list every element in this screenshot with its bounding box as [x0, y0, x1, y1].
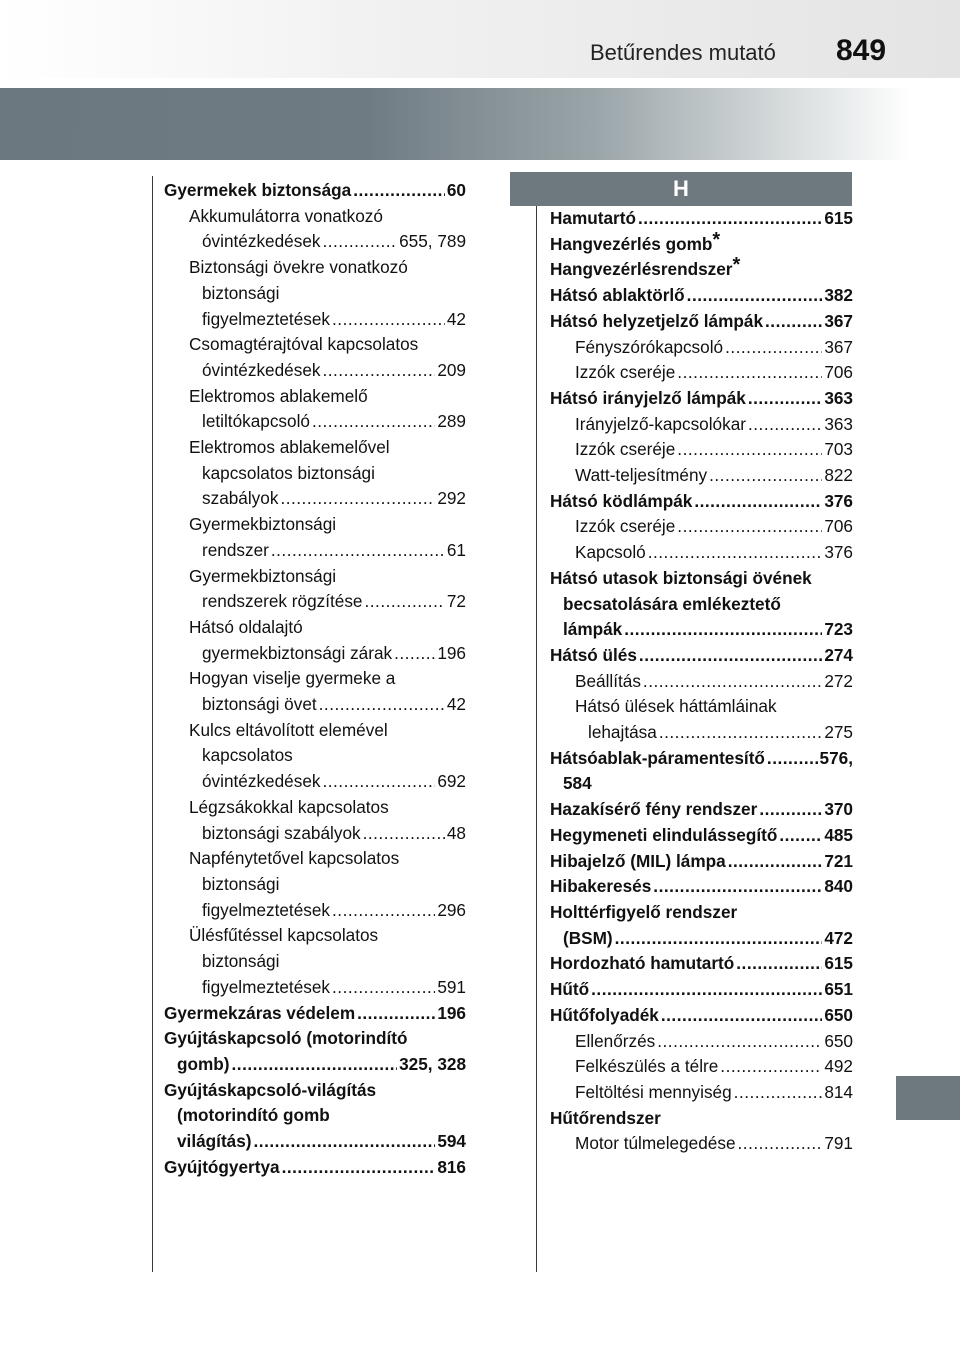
entry-term: szabályok — [202, 488, 279, 509]
leader-dots — [659, 720, 823, 746]
header-title: Betűrendes mutató — [590, 40, 776, 65]
entry-line — [550, 849, 853, 875]
entry-term: Hűtőfolyadék — [550, 1004, 659, 1025]
entry-term: Gyermekzáras védelem — [164, 1002, 356, 1023]
leader-dots — [709, 463, 822, 489]
entry-line — [189, 589, 466, 615]
page-reference: 650 — [824, 1004, 853, 1025]
leader-dots — [312, 409, 435, 435]
index-column-right — [550, 206, 853, 1157]
page-reference: 485 — [824, 824, 853, 845]
index-entry — [575, 437, 853, 463]
entry-line — [575, 540, 853, 566]
leader-dots — [677, 437, 822, 463]
entry-term: Hibajelző (MIL) lámpa — [550, 850, 726, 871]
entry-term: biztonsági övet — [202, 694, 317, 715]
page-reference: 382 — [824, 285, 853, 306]
leader-dots — [687, 283, 823, 309]
entry-line — [575, 669, 853, 695]
entry-term: Hátsóablak-páramentesítő — [550, 747, 765, 768]
entry-term: Ellenőrzés — [575, 1030, 656, 1051]
entry-line — [550, 977, 853, 1003]
entry-term: Motor túlmelegedése — [575, 1133, 736, 1154]
leader-dots — [738, 1131, 823, 1157]
entry-text-line: Hátsó ülések háttámláinak — [575, 696, 777, 717]
leader-dots — [332, 307, 445, 333]
page-reference: 655, 789 — [399, 231, 466, 252]
entry-term: Hűtő — [550, 979, 590, 1000]
page-reference: 72 — [446, 591, 466, 612]
leader-dots — [694, 489, 822, 515]
page-reference: 209 — [437, 359, 466, 380]
entry-term: Izzók cseréje — [575, 362, 676, 383]
index-entry — [189, 615, 466, 666]
index-entry — [550, 874, 853, 900]
entry-line — [189, 769, 466, 795]
page-reference: 576, — [819, 747, 853, 768]
entry-term: Watt-teljesítmény — [575, 465, 708, 486]
leader-dots — [725, 335, 822, 361]
decorative-gradient-band — [0, 88, 960, 160]
entry-line — [550, 874, 853, 900]
entry-term: Kapcsoló — [575, 542, 646, 563]
entry-text-line: Biztonsági övekre vonatkozó — [189, 257, 408, 278]
entry-term: lehajtása — [588, 722, 657, 743]
index-entry — [189, 204, 466, 255]
entry-line — [189, 229, 466, 255]
entry-text-line: Napfénytetővel kapcsolatos — [189, 848, 400, 869]
page-reference: 363 — [824, 413, 853, 434]
index-entry — [550, 228, 853, 258]
entry-line — [575, 335, 853, 361]
leader-dots — [280, 486, 435, 512]
entry-text-line: (motorindító gomb — [177, 1105, 330, 1126]
index-entry — [164, 1001, 466, 1027]
entry-term: gyermekbiztonsági zárak — [202, 642, 393, 663]
index-entry — [575, 694, 853, 745]
leader-dots — [734, 1080, 823, 1106]
entry-line — [164, 1052, 466, 1078]
page-reference: 272 — [824, 670, 853, 691]
entry-line — [164, 178, 466, 204]
index-entry — [550, 254, 853, 283]
page-reference: 723 — [824, 619, 853, 640]
entry-line — [575, 1054, 853, 1080]
leader-dots — [357, 1001, 435, 1027]
page-reference-continued: 584 — [563, 773, 592, 794]
page-reference: 791 — [824, 1133, 853, 1154]
entry-text-line: Elektromos ablakemelő — [189, 385, 368, 406]
entry-term: óvintézkedések — [202, 771, 321, 792]
index-entry — [189, 435, 466, 512]
page-reference: 840 — [824, 876, 853, 897]
entry-text-line: kapcsolatos — [202, 745, 293, 766]
entry-line — [575, 1131, 853, 1157]
leader-dots — [736, 951, 822, 977]
index-entry — [550, 1003, 853, 1029]
leader-dots — [282, 1155, 436, 1181]
entry-text-line: Holttérfigyelő rendszer — [550, 901, 738, 922]
index-entry — [550, 283, 853, 309]
leader-dots — [254, 1129, 436, 1155]
entry-term: Hátsó irányjelző lámpák — [550, 387, 746, 408]
page-reference: 650 — [824, 1030, 853, 1051]
entry-term: Beállítás — [575, 670, 641, 691]
footnote-star: * — [732, 254, 741, 277]
page-reference: 376 — [824, 490, 853, 511]
entry-line — [550, 1003, 853, 1029]
index-entry — [550, 977, 853, 1003]
page-reference: 822 — [824, 465, 853, 486]
entry-line — [164, 1155, 466, 1181]
entry-term: Feltöltési mennyiség — [575, 1081, 732, 1102]
index-entry — [575, 360, 853, 386]
entry-term: Felkészülés a télre — [575, 1056, 719, 1077]
leader-dots — [648, 540, 823, 566]
index-entry — [189, 512, 466, 563]
entry-text-line: biztonsági — [202, 873, 280, 894]
entry-text-line: Légzsákokkal kapcsolatos — [189, 796, 389, 817]
chapter-thumb-tab — [896, 1076, 960, 1120]
index-entry — [550, 823, 853, 849]
entry-line — [575, 720, 853, 746]
entry-term: Irányjelző-kapcsolókar — [575, 413, 746, 434]
entry-term: Izzók cseréje — [575, 439, 676, 460]
leader-dots — [232, 1052, 398, 1078]
index-entry — [575, 1054, 853, 1080]
page-reference: 274 — [824, 644, 853, 665]
page-reference: 651 — [824, 979, 853, 1000]
entry-line — [575, 360, 853, 386]
entry-line — [189, 486, 466, 512]
leader-dots — [615, 926, 823, 952]
entry-line — [189, 692, 466, 718]
entry-text-line: Kulcs eltávolított elemével — [189, 719, 388, 740]
index-entry — [550, 900, 853, 951]
leader-dots — [653, 874, 822, 900]
index-entry — [575, 1029, 853, 1055]
page-reference: 703 — [824, 439, 853, 460]
entry-line — [550, 951, 853, 977]
entry-text-line: Gyújtáskapcsoló-világítás — [164, 1079, 377, 1100]
entry-text-line: Gyújtáskapcsoló (motorindító — [164, 1028, 408, 1049]
index-entry — [550, 309, 853, 335]
entry-line — [189, 538, 466, 564]
page-reference: 492 — [824, 1056, 853, 1077]
entry-text-line: Gyermekbiztonsági — [189, 514, 337, 535]
entry-text-line: biztonsági — [202, 951, 280, 972]
index-entry — [189, 384, 466, 435]
entry-line — [189, 641, 466, 667]
index-entry — [189, 564, 466, 615]
page-reference: 472 — [824, 927, 853, 948]
page-reference: 367 — [824, 310, 853, 331]
entry-line — [164, 1129, 466, 1155]
index-entry — [575, 669, 853, 695]
entry-term: Hamutartó — [550, 208, 636, 228]
header-bar — [0, 0, 960, 78]
entry-term: Hűtőrendszer — [550, 1107, 661, 1128]
entry-line — [189, 358, 466, 384]
page-reference: 48 — [446, 822, 466, 843]
entry-text-line: Hogyan viselje gyermeke a — [189, 668, 396, 689]
page-reference: 296 — [437, 899, 466, 920]
index-entry — [575, 412, 853, 438]
entry-text-line: Elektromos ablakemelővel — [189, 437, 390, 458]
entry-line — [189, 307, 466, 333]
page-reference: 289 — [437, 411, 466, 432]
entry-term: Hordozható hamutartó — [550, 953, 735, 974]
index-entry — [550, 566, 853, 643]
page-reference: 42 — [446, 694, 466, 715]
leader-dots — [332, 975, 435, 1001]
leader-dots — [720, 1054, 822, 1080]
entry-line — [550, 1106, 853, 1132]
page-reference: 60 — [446, 180, 466, 200]
leader-dots — [353, 178, 445, 204]
index-entry — [189, 255, 466, 332]
leader-dots — [639, 643, 822, 669]
page-reference: 367 — [824, 336, 853, 357]
page-reference: 594 — [437, 1131, 466, 1152]
index-entry — [550, 746, 853, 797]
entry-term: gomb) — [177, 1053, 230, 1074]
entry-line — [550, 746, 853, 772]
entry-line — [550, 254, 853, 283]
entry-text-line: becsatolására emlékeztető — [563, 593, 781, 614]
leader-dots — [322, 358, 435, 384]
footnote-star: * — [712, 228, 721, 251]
leader-dots — [322, 769, 435, 795]
entry-text-line: kapcsolatos biztonsági — [202, 462, 375, 483]
entry-term: Hegymeneti elindulássegítő — [550, 824, 778, 845]
entry-term: letiltókapcsoló — [202, 411, 310, 432]
index-entry — [550, 206, 853, 232]
entry-term: óvintézkedések — [202, 359, 321, 380]
index-entry — [189, 718, 466, 795]
index-column-left — [164, 178, 466, 1180]
leader-dots — [363, 821, 445, 847]
entry-text-line: Hátsó utasok biztonsági övének — [550, 567, 812, 588]
entry-line — [575, 437, 853, 463]
leader-dots — [759, 797, 822, 823]
entry-term: Hátsó ablaktörlő — [550, 285, 685, 306]
page-reference: 196 — [437, 1002, 466, 1023]
leader-dots — [748, 386, 822, 412]
index-entry — [164, 1026, 466, 1077]
index-entry — [575, 1080, 853, 1106]
entry-line — [550, 283, 853, 309]
page-reference: 706 — [824, 362, 853, 383]
leader-dots — [748, 412, 822, 438]
page-number: 849 — [836, 34, 887, 67]
entry-line — [164, 1001, 466, 1027]
leader-dots — [365, 589, 445, 615]
entry-line — [550, 309, 853, 335]
leader-dots — [624, 617, 822, 643]
entry-term: figyelmeztetések — [202, 308, 331, 329]
index-entry — [189, 923, 466, 1000]
entry-term: Gyújtógyertya — [164, 1156, 280, 1177]
entry-term: figyelmeztetések — [202, 899, 331, 920]
index-entry — [550, 797, 853, 823]
page-reference: 376 — [824, 542, 853, 563]
index-entry — [550, 489, 853, 515]
entry-text-line: Akkumulátorra vonatkozó — [189, 205, 383, 226]
entry-text-line: biztonsági — [202, 282, 280, 303]
page-reference: 325, 328 — [399, 1053, 466, 1074]
entry-term: Hangvezérlésrendszer* — [550, 254, 741, 280]
entry-term: Hazakísérő fény rendszer — [550, 799, 758, 820]
leader-dots — [779, 823, 822, 849]
index-entry — [164, 1078, 466, 1155]
entry-text-line: Gyermekbiztonsági — [189, 565, 337, 586]
index-entry — [575, 463, 853, 489]
leader-dots — [332, 898, 435, 924]
entry-line — [550, 228, 853, 258]
entry-line — [550, 386, 853, 412]
entry-line — [550, 617, 853, 643]
entry-line — [550, 489, 853, 515]
entry-term: Hátsó ködlámpák — [550, 490, 693, 511]
index-entry — [189, 666, 466, 717]
page-reference: 370 — [824, 799, 853, 820]
index-entry — [575, 540, 853, 566]
index-entry — [550, 1106, 853, 1132]
entry-term: (BSM) — [563, 927, 613, 948]
entry-term: Hátsó ülés — [550, 644, 637, 665]
page-reference: 363 — [824, 387, 853, 408]
entry-line — [189, 898, 466, 924]
entry-line — [575, 412, 853, 438]
entry-line — [189, 975, 466, 1001]
entry-term: Fényszórókapcsoló — [575, 336, 724, 357]
entry-line — [550, 926, 853, 952]
leader-dots — [322, 229, 397, 255]
entry-term: biztonsági szabályok — [202, 822, 361, 843]
page-reference: 692 — [437, 771, 466, 792]
leader-dots — [677, 360, 822, 386]
page-reference: 721 — [824, 850, 853, 871]
index-entry — [575, 1131, 853, 1157]
page-reference: 292 — [437, 488, 466, 509]
column-divider-left — [152, 176, 153, 1272]
leader-dots — [765, 309, 822, 335]
leader-dots — [677, 514, 822, 540]
entry-line — [575, 1029, 853, 1055]
index-entry — [189, 332, 466, 383]
entry-line — [575, 1080, 853, 1106]
page-reference: 615 — [824, 953, 853, 974]
leader-dots — [319, 692, 445, 718]
entry-line — [575, 463, 853, 489]
entry-term: Izzók cseréje — [575, 516, 676, 537]
index-entry — [164, 1155, 466, 1181]
page-reference: 615 — [824, 208, 853, 228]
entry-text-line: Csomagtérajtóval kapcsolatos — [189, 334, 419, 355]
column-divider-center — [536, 176, 537, 1272]
entry-term: Gyermekek biztonsága — [164, 180, 352, 200]
entry-line — [189, 821, 466, 847]
index-entry — [575, 335, 853, 361]
index-entry — [189, 846, 466, 923]
entry-term: óvintézkedések — [202, 231, 321, 252]
leader-dots — [657, 1029, 822, 1055]
entry-term: világítás) — [177, 1131, 252, 1152]
page-reference: 275 — [824, 722, 853, 743]
section-letter-header: H — [510, 172, 852, 206]
index-entry — [189, 795, 466, 846]
entry-term: Hátsó helyzetjelző lámpák — [550, 310, 764, 331]
leader-dots — [661, 1003, 822, 1029]
entry-text-line: Ülésfűtéssel kapcsolatos — [189, 925, 379, 946]
leader-dots — [767, 746, 818, 772]
entry-text-line: Hátsó oldalajtó — [189, 616, 303, 637]
entry-term: Hangvezérlés gomb* — [550, 228, 721, 254]
leader-dots — [591, 977, 822, 1003]
page-reference: 42 — [446, 308, 466, 329]
leader-dots — [394, 641, 435, 667]
page-reference: 706 — [824, 516, 853, 537]
page-reference: 816 — [437, 1156, 466, 1177]
entry-line — [575, 514, 853, 540]
entry-line — [189, 409, 466, 435]
entry-line — [550, 643, 853, 669]
page-reference: 814 — [824, 1081, 853, 1102]
index-entry — [164, 178, 466, 204]
entry-term: rendszer — [202, 539, 269, 560]
index-entry — [550, 849, 853, 875]
page-reference: 591 — [437, 976, 466, 997]
page-reference: 196 — [437, 642, 466, 663]
entry-term: figyelmeztetések — [202, 976, 331, 997]
page-reference: 61 — [446, 539, 466, 560]
index-entry — [575, 514, 853, 540]
entry-term: lámpák — [563, 619, 623, 640]
entry-term: rendszerek rögzítése — [202, 591, 363, 612]
index-entry — [550, 386, 853, 412]
leader-dots — [728, 849, 823, 875]
entry-line — [550, 797, 853, 823]
leader-dots — [643, 669, 822, 695]
leader-dots — [638, 206, 822, 232]
index-entry — [550, 951, 853, 977]
index-entry — [550, 643, 853, 669]
entry-line — [550, 823, 853, 849]
entry-term: Hibakeresés — [550, 876, 652, 897]
entry-line — [550, 206, 853, 232]
leader-dots — [271, 538, 445, 564]
